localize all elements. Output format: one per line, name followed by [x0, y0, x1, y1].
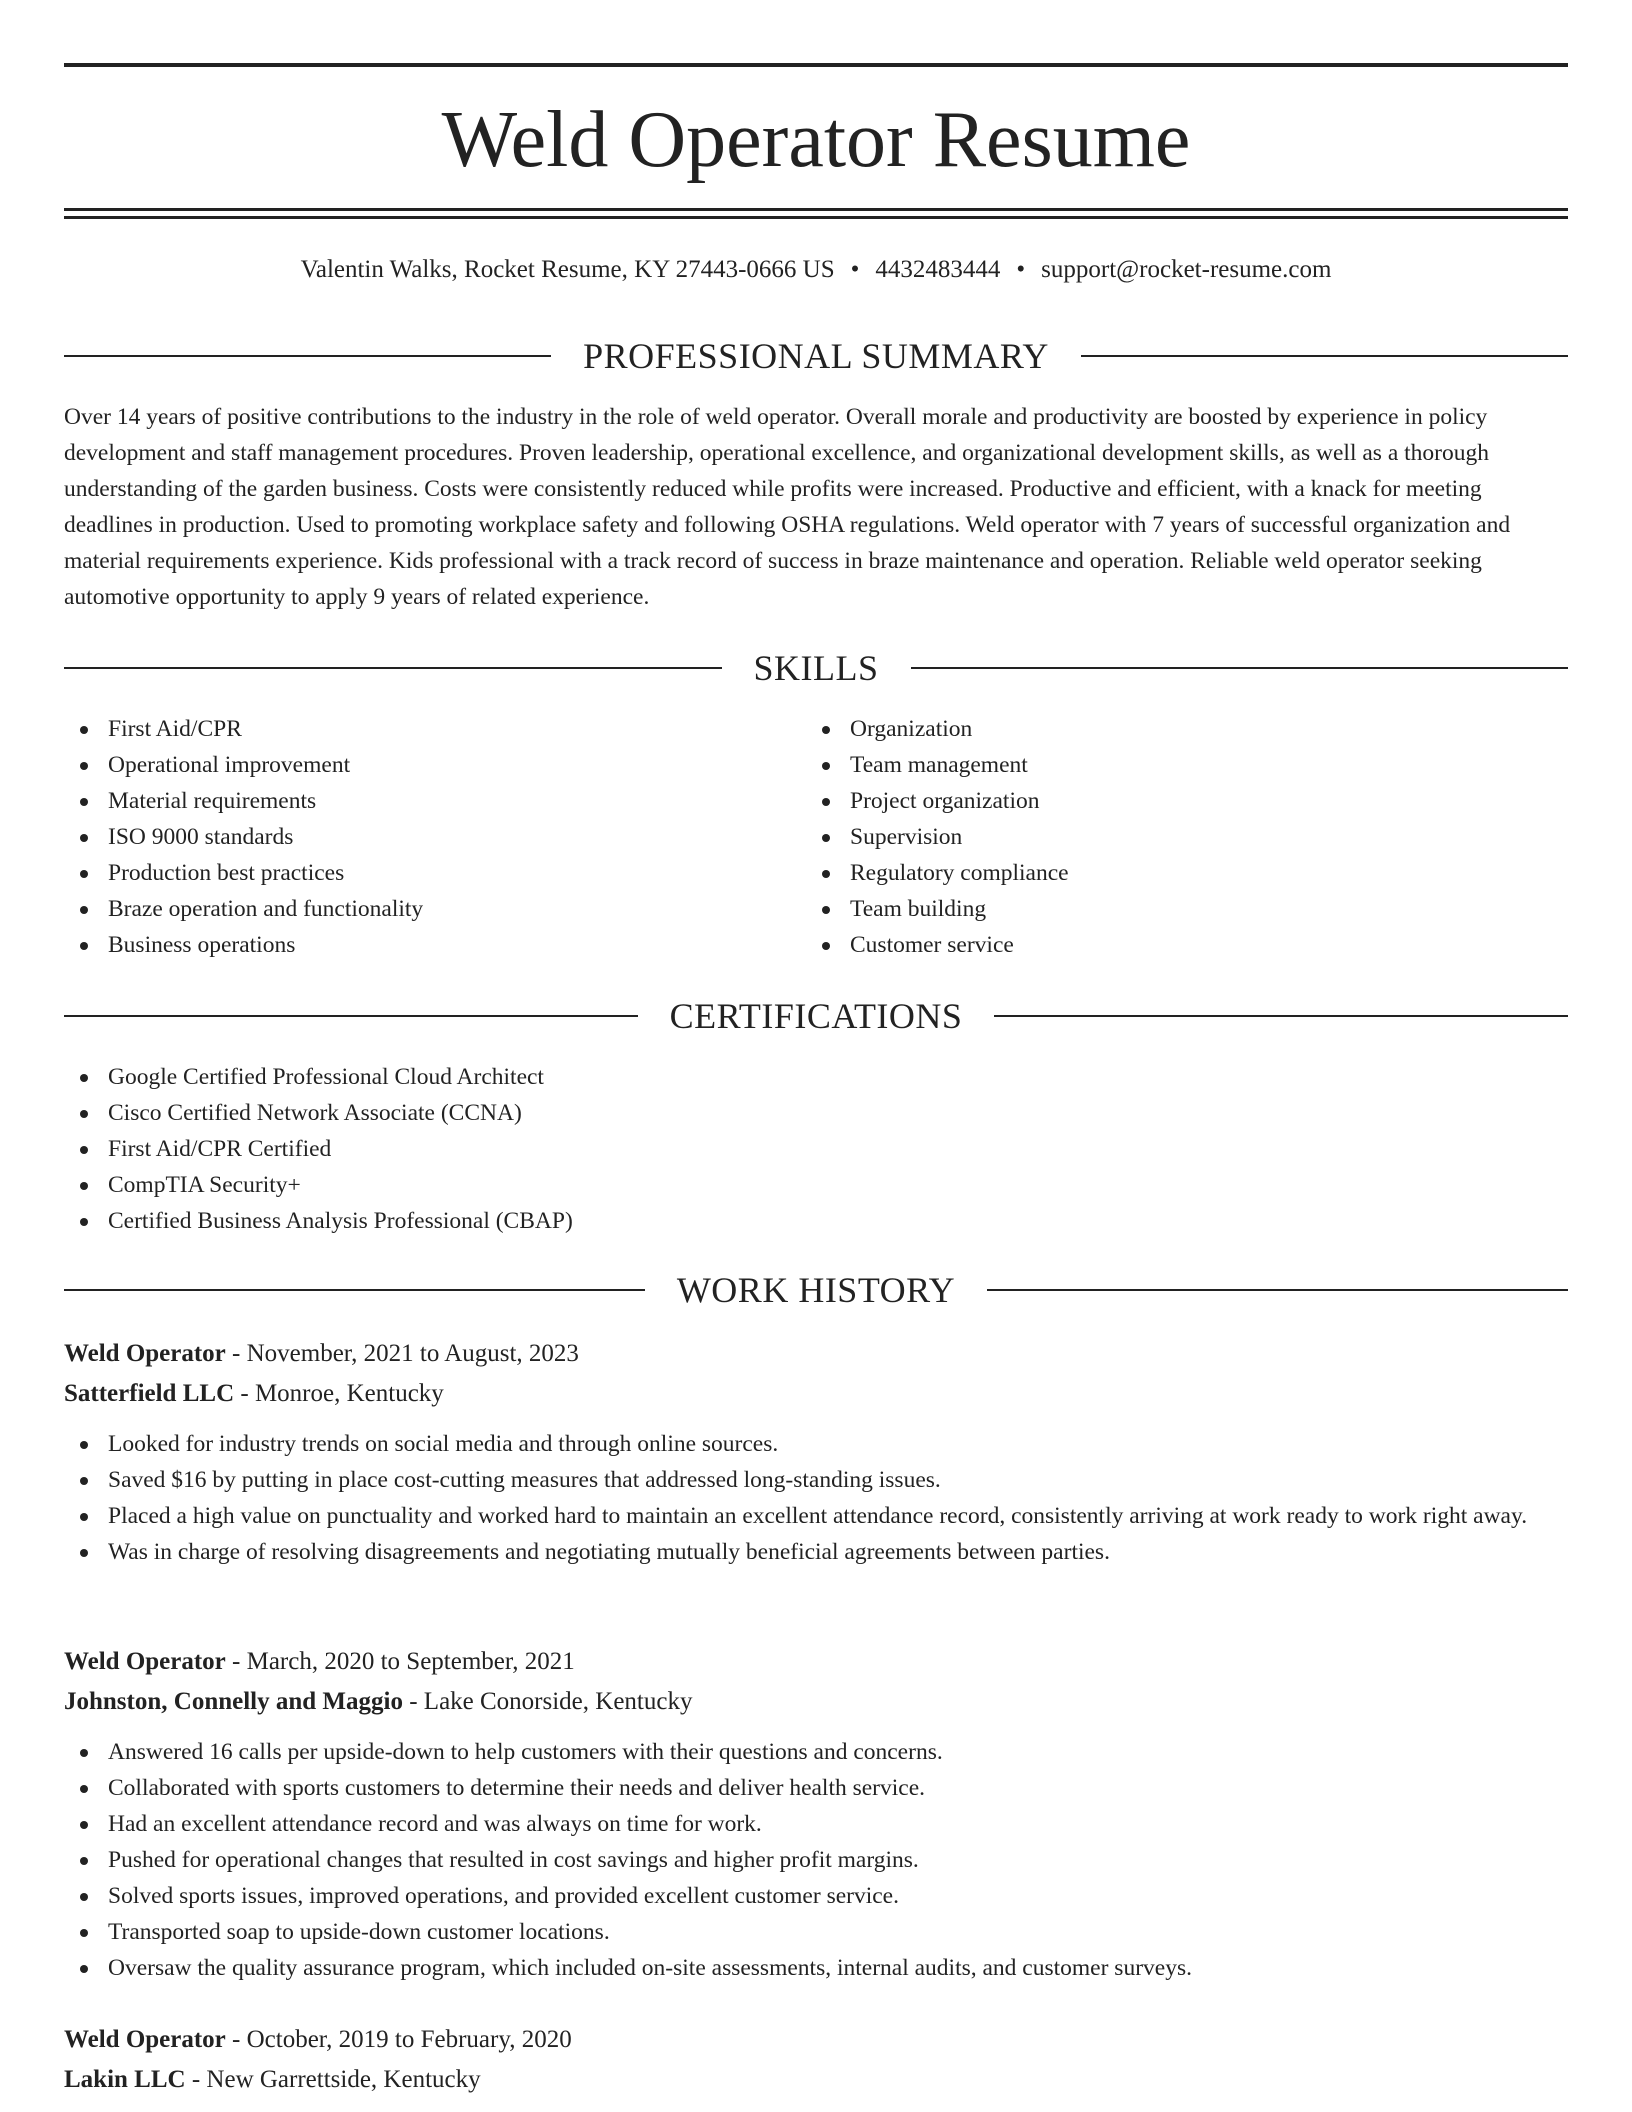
- section-rule-right: [994, 1015, 1568, 1017]
- section-header-skills: [64, 648, 1568, 688]
- contact-separator: •: [1016, 256, 1026, 283]
- summary-paragraph: Over 14 years of positive contributions to the industry in the role of weld operator. Overall morale and productivity are boosted by experience in policy development and staff management procedures. Proven leadership, operational excellence, and organizational development skills, as well as a thorough understanding of the garden business. Costs were consistently reduced while profits were increased. Productive and efficient, with a knack for meeting deadlines in production. Used to promoting workplace safety and following OSHA regulations. Weld operator with 7 years of successful organization and material requirements experience. Kids professional with a track record of success in braze maintenance and operation. Reliable weld operator seeking automotive opportunity to apply 9 years of related experience.: [64, 404, 1511, 610]
- certification-item: CompTIA Security+: [64, 1167, 1064, 1203]
- job-bullet: Was in charge of resolving disagreements and negotiating mutually beneficial agreements between parties.: [64, 1534, 1568, 1570]
- section-title-summary: PROFESSIONAL SUMMARY: [583, 336, 1049, 376]
- certification-item: Cisco Certified Network Associate (CCNA): [64, 1095, 1064, 1131]
- skill-item: Supervision: [806, 819, 1506, 855]
- job-title-line: [64, 1334, 1568, 1374]
- job-title: Weld Operator: [64, 1340, 226, 1367]
- section-header-certifications: [64, 996, 1568, 1036]
- contact-phone: 4432483444: [875, 256, 1001, 283]
- job-bullet: Answered 16 calls per upside-down to help customers with their questions and concerns.: [64, 1734, 1568, 1770]
- title-double-rule-lower: [64, 216, 1568, 219]
- job-title: Weld Operator: [64, 1648, 226, 1675]
- section-header-summary: [64, 336, 1568, 376]
- contact-address: Valentin Walks, Rocket Resume, KY 27443-0666 US: [300, 256, 835, 283]
- job-bullet: Collaborated with sports customers to determine their needs and deliver health service.: [64, 1770, 1568, 1806]
- job-entry: [64, 1642, 1568, 1986]
- job-bullets: [64, 1734, 1568, 1986]
- job-location: - New Garrettside, Kentucky: [185, 2066, 481, 2093]
- section-rule-right: [1081, 355, 1568, 357]
- job-title-line: [64, 1642, 1568, 1682]
- skill-item: Organization: [806, 711, 1506, 747]
- job-dates: - March, 2020 to September, 2021: [225, 1648, 575, 1675]
- certification-item: Certified Business Analysis Professional (CBAP): [64, 1203, 1064, 1239]
- job-location: - Monroe, Kentucky: [234, 1380, 444, 1407]
- section-rule-left: [64, 1289, 645, 1291]
- certification-item: Google Certified Professional Cloud Architect: [64, 1059, 1064, 1095]
- skill-item: Operational improvement: [64, 747, 764, 783]
- skill-item: Production best practices: [64, 855, 764, 891]
- certifications-list: [64, 1059, 1064, 1239]
- job-bullet: Transported soap to upside-down customer locations.: [64, 1914, 1568, 1950]
- section-rule-right: [987, 1289, 1568, 1291]
- skill-item: Project organization: [806, 783, 1506, 819]
- job-dates: - November, 2021 to August, 2023: [225, 1340, 579, 1367]
- skill-item: Team management: [806, 747, 1506, 783]
- job-entry: [64, 2020, 1568, 2100]
- skills-list-left: [64, 711, 764, 963]
- job-bullet: Oversaw the quality assurance program, which included on-site assessments, internal audits, and customer surveys.: [64, 1950, 1568, 1986]
- job-company: Johnston, Connelly and Maggio: [64, 1688, 403, 1715]
- section-title-certifications: CERTIFICATIONS: [669, 996, 963, 1036]
- section-rule-left: [64, 667, 722, 669]
- contact-line: [64, 254, 1568, 286]
- job-bullet: Had an excellent attendance record and was always on time for work.: [64, 1806, 1568, 1842]
- job-entry: [64, 1334, 1568, 1570]
- job-company-line: [64, 1682, 1568, 1722]
- job-bullet: Pushed for operational changes that resulted in cost savings and higher profit margins.: [64, 1842, 1568, 1878]
- contact-separator: •: [850, 256, 860, 283]
- job-title-line: [64, 2020, 1568, 2060]
- contact-email: support@rocket-resume.com: [1041, 256, 1332, 283]
- skills-list-right: [806, 711, 1506, 963]
- skill-item: Material requirements: [64, 783, 764, 819]
- page-title: Weld Operator Resume: [441, 96, 1191, 184]
- job-company-line: [64, 2060, 1568, 2100]
- skill-item: ISO 9000 standards: [64, 819, 764, 855]
- job-bullet: Solved sports issues, improved operations, and provided excellent customer service.: [64, 1878, 1568, 1914]
- certification-item: First Aid/CPR Certified: [64, 1131, 1064, 1167]
- job-bullet: Saved $16 by putting in place cost-cutting measures that addressed long-standing issues.: [64, 1462, 1568, 1498]
- job-company: Lakin LLC: [64, 2066, 186, 2093]
- job-bullet: Placed a high value on punctuality and worked hard to maintain an excellent attendance record, consistently arriving at work ready to work right away.: [64, 1498, 1568, 1534]
- job-location: - Lake Conorside, Kentucky: [402, 1688, 693, 1715]
- section-rule-right: [911, 667, 1569, 669]
- section-rule-left: [64, 355, 551, 357]
- skill-item: Team building: [806, 891, 1506, 927]
- job-title: Weld Operator: [64, 2026, 226, 2053]
- job-company-line: [64, 1374, 1568, 1414]
- skill-item: Customer service: [806, 927, 1506, 963]
- job-bullets: [64, 1426, 1568, 1570]
- skill-item: First Aid/CPR: [64, 711, 764, 747]
- job-company: Satterfield LLC: [64, 1380, 235, 1407]
- section-title-work-history: WORK HISTORY: [676, 1270, 956, 1310]
- skill-item: Braze operation and functionality: [64, 891, 764, 927]
- section-header-work-history: [64, 1270, 1568, 1310]
- section-title-skills: SKILLS: [753, 648, 879, 688]
- skill-item: Business operations: [64, 927, 764, 963]
- job-bullet: Looked for industry trends on social media and through online sources.: [64, 1426, 1568, 1462]
- section-rule-left: [64, 1015, 638, 1017]
- top-rule: [64, 63, 1568, 67]
- job-dates: - October, 2019 to February, 2020: [225, 2026, 572, 2053]
- title-double-rule-upper: [64, 208, 1568, 211]
- skill-item: Regulatory compliance: [806, 855, 1506, 891]
